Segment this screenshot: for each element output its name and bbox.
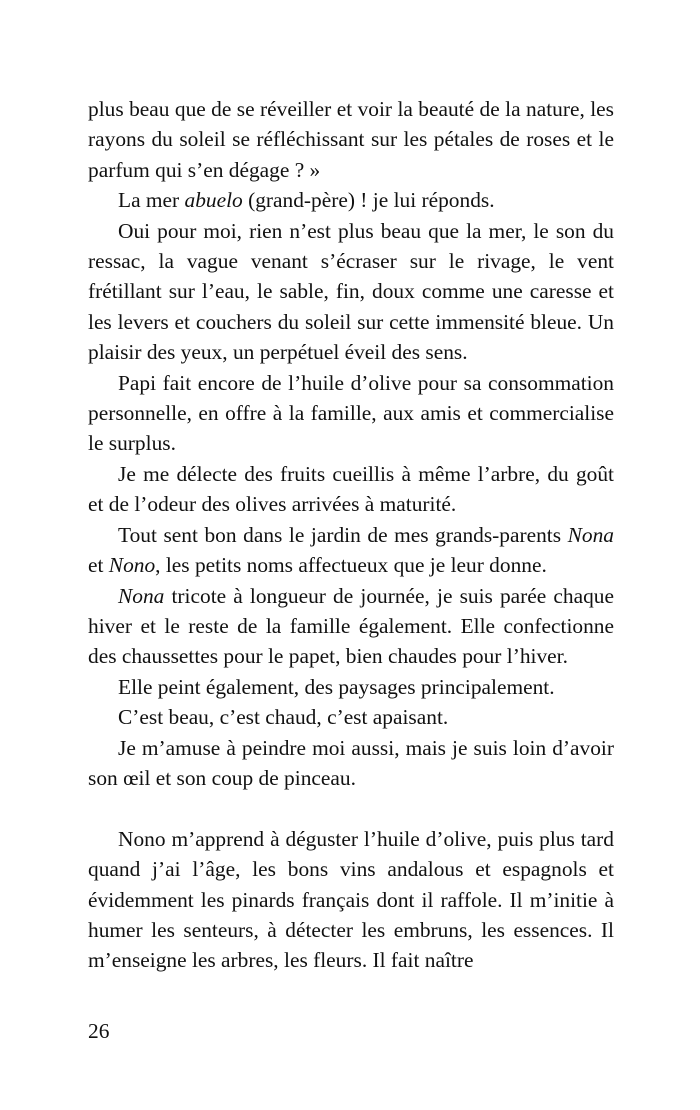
paragraph-10	[88, 733, 614, 794]
paragraph-5	[88, 459, 614, 520]
paragraph-11	[88, 824, 614, 976]
text-segment: , les petits noms affectueux que je leur donne.	[155, 553, 547, 578]
text-segment: Tout sent bon dans le jardin de mes grands-parents	[118, 522, 568, 547]
text-segment: Je me délecte des fruits cueillis à même l’arbre, du goût et de l’odeur des olives arrivées à maturité.	[88, 461, 614, 517]
text-segment: Papi fait encore de l’huile d’olive pour sa consommation personnelle, en offre à la famille, aux amis et commercialise le surplus.	[88, 370, 614, 456]
text-segment: et	[88, 553, 109, 578]
text-segment: plus beau que de se réveiller et voir la beauté de la nature, les rayons du soleil se réfléchissant sur les pétales de roses et le parfum qui s’en dégage ? »	[88, 97, 614, 182]
paragraph-8	[88, 672, 614, 702]
text-segment: tricote à longueur de journée, je suis parée chaque hiver et le reste de la famille également. Elle confectionne des chaussettes pour le papet, bien chaudes pour l’hiver.	[88, 583, 614, 669]
text-segment: Je m’amuse à peindre moi aussi, mais je suis loin d’avoir son œil et son coup de pinceau.	[88, 735, 614, 790]
italic-word: Nona	[118, 583, 165, 608]
paragraph-3	[88, 216, 614, 368]
paragraph-9	[88, 702, 614, 732]
text-segment: La mer	[118, 188, 185, 213]
text-segment: (grand-père) ! je lui réponds.	[242, 188, 495, 213]
body-text	[88, 94, 614, 976]
text-segment: C’est beau, c’est chaud, c’est apaisant.	[118, 705, 449, 730]
text-segment: Nono m’apprend à déguster l’huile d’olive, puis plus tard quand j’ai l’âge, les bons vins andalous et espagnols et évidemment les pinards français dont il raffole. Il m’initie à humer les senteurs, à détecter les embruns, les essences. Il m’enseigne les arbres, les fleurs. Il fait naître	[88, 826, 614, 973]
paragraph-2	[88, 185, 614, 215]
text-segment: Elle peint également, des paysages principalement.	[118, 674, 555, 699]
paragraph-4	[88, 368, 614, 459]
paragraph-1	[88, 94, 614, 185]
paragraph-6	[88, 520, 614, 581]
paragraph-7	[88, 581, 614, 672]
page-number: 26	[88, 1019, 110, 1043]
italic-word: Nona	[567, 522, 614, 547]
italic-word: abuelo	[184, 188, 243, 213]
text-segment: Oui pour moi, rien n’est plus beau que la mer, le son du ressac, la vague venant s’écraser sur le rivage, le vent frétillant sur l’eau, le sable, fin, doux comme une caresse et les levers et couchers du soleil sur cette immensité bleue. Un plaisir des yeux, un perpétuel éveil des sens.	[88, 218, 614, 365]
italic-word: Nono	[108, 553, 156, 578]
